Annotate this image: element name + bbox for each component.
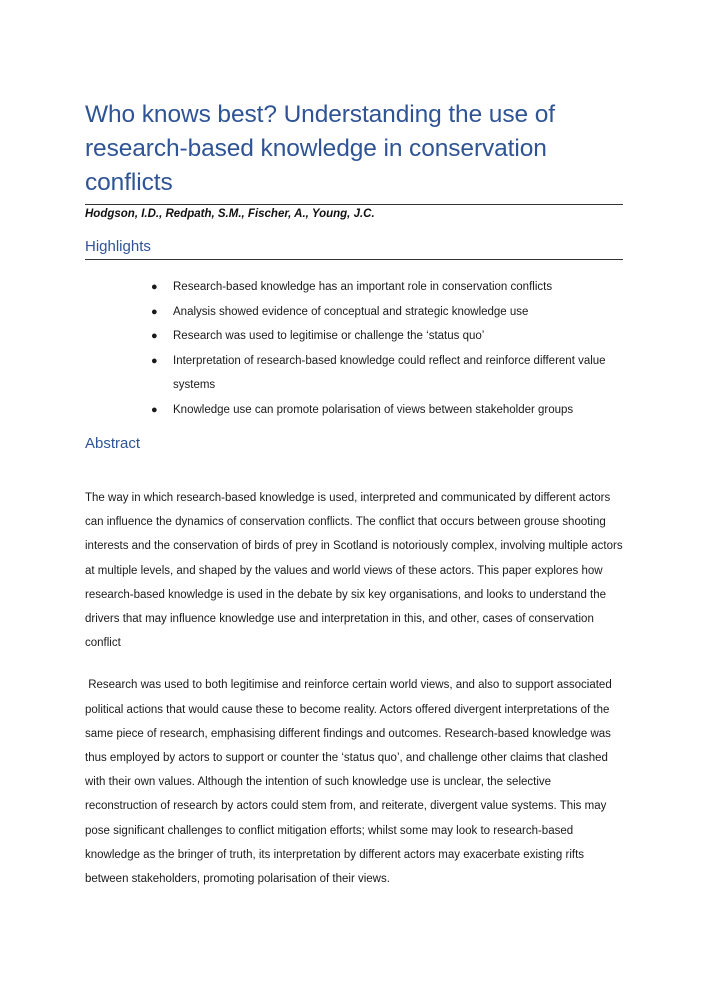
abstract-body xyxy=(85,486,623,891)
title-divider xyxy=(85,204,623,205)
bullet-icon: ● xyxy=(151,305,158,318)
highlight-text: Research was used to legitimise or challenge the ‘status quo’ xyxy=(173,330,485,342)
highlight-text: Interpretation of research-based knowledge could reflect and reinforce different value systems xyxy=(173,354,606,391)
abstract-paragraph: Research was used to both legitimise and reinforce certain world views, and also to support associated political actions that would cause these to become reality. Actors offered divergent interpretations of the same piece of research, emphasising different findings and outcomes. Research-based knowledge was thus employed by actors to support or counter the ‘status quo’, and challenge other claims that clashed with their own values. Although the intention of such knowledge use is unclear, the selective reconstruction of research by actors could stem from, and reiterate, divergent value systems. This may pose significant challenges to conflict mitigation efforts; whilst some may look to research-based knowledge as the bringer of truth, its interpretation by different actors may exacerbate existing rifts between stakeholders, promoting polarisation of their views. xyxy=(85,679,615,886)
highlights-list xyxy=(85,275,623,422)
highlight-item xyxy=(85,324,623,349)
bullet-icon: ● xyxy=(151,330,158,342)
abstract-heading: Abstract xyxy=(85,435,141,452)
bullet-icon: ● xyxy=(151,403,158,416)
highlight-item xyxy=(85,398,623,423)
abstract-paragraph: The way in which research-based knowledge is used, interpreted and communicated by different actors can influence the dynamics of conservation conflicts. The conflict that occurs between grouse shooting interests and the conservation of birds of prey in Scotland is notoriously complex, involving multiple actors at multiple levels, and shaped by the values and world views of these actors. This paper explores how research-based knowledge is used in the debate by six key organisations, and looks to understand the drivers that may influence knowledge use and interpretation in this, and other, cases of conservation conflict xyxy=(85,492,623,650)
highlight-text: Analysis showed evidence of conceptual and strategic knowledge use xyxy=(173,305,529,318)
highlight-item xyxy=(85,349,623,398)
highlight-item xyxy=(85,275,623,300)
highlight-item xyxy=(85,300,623,325)
bullet-icon: ● xyxy=(151,281,158,293)
author-list: Hodgson, I.D., Redpath, S.M., Fischer, A., Young, J.C. xyxy=(85,208,375,220)
highlights-heading: Highlights xyxy=(85,238,151,255)
highlight-text: Research-based knowledge has an important role in conservation conflicts xyxy=(173,281,553,293)
highlights-divider xyxy=(85,259,623,260)
bullet-icon: ● xyxy=(151,354,158,367)
paper-title: Who knows best? Understanding the use of research-based knowledge in conservation conflicts xyxy=(85,101,555,196)
highlight-text: Knowledge use can promote polarisation of views between stakeholder groups xyxy=(173,403,574,416)
